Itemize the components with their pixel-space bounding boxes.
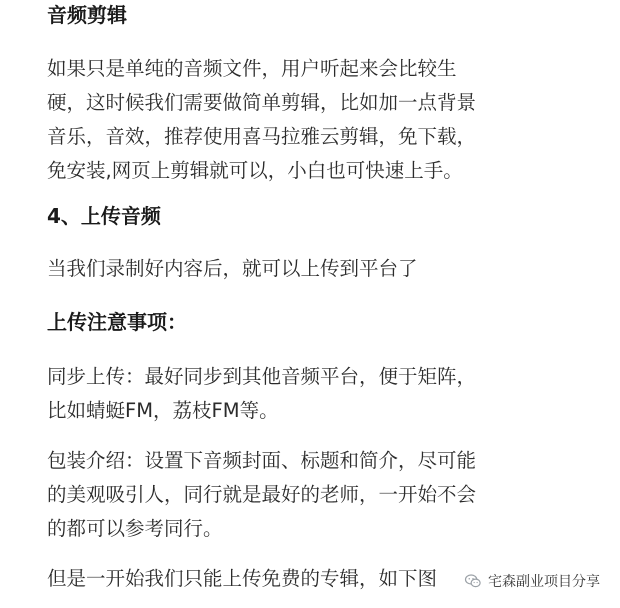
paragraph-line: 当我们录制好内容后，就可以上传到平台了 (47, 257, 418, 280)
paragraph-line: 如果只是单纯的音频文件，用户听起来会比较生 (47, 57, 457, 80)
paragraph-line: 同步上传：最好同步到其他音频平台，便于矩阵， (47, 365, 477, 388)
paragraph-line: 的美观吸引人，同行就是最好的老师，一开始不会 (47, 483, 477, 506)
paragraph-line: 音乐，音效，推荐使用喜马拉雅云剪辑，免下载， (47, 125, 477, 148)
paragraph-packaging (47, 444, 607, 546)
paragraph-upload (47, 252, 607, 286)
section-heading-audio-editing: 音频剪辑 (47, 3, 127, 27)
section-heading-upload-audio: 4、上传音频 (47, 204, 161, 228)
paragraph-line: 但是一开始我们只能上传免费的专辑，如下图 (47, 567, 438, 590)
paragraph-audio-editing (47, 52, 607, 188)
paragraph-line: 的都可以参考同行。 (47, 517, 223, 540)
section-heading-upload-notes: 上传注意事项： (47, 310, 187, 334)
wechat-icon (464, 572, 482, 590)
paragraph-sync-upload (47, 360, 607, 428)
paragraph-line: 包装介绍：设置下音频封面、标题和简介，尽可能 (47, 449, 477, 472)
paragraph-line: 硬，这时候我们需要做简单剪辑，比如加一点背景 (47, 91, 477, 114)
watermark-text: 宅森副业项目分享 (488, 574, 600, 590)
watermark (460, 568, 608, 594)
paragraph-line: 免安装,网页上剪辑就可以，小白也可快速上手。 (47, 159, 463, 182)
paragraph-line: 比如蜻蜓FM，荔枝FM等。 (47, 399, 279, 422)
